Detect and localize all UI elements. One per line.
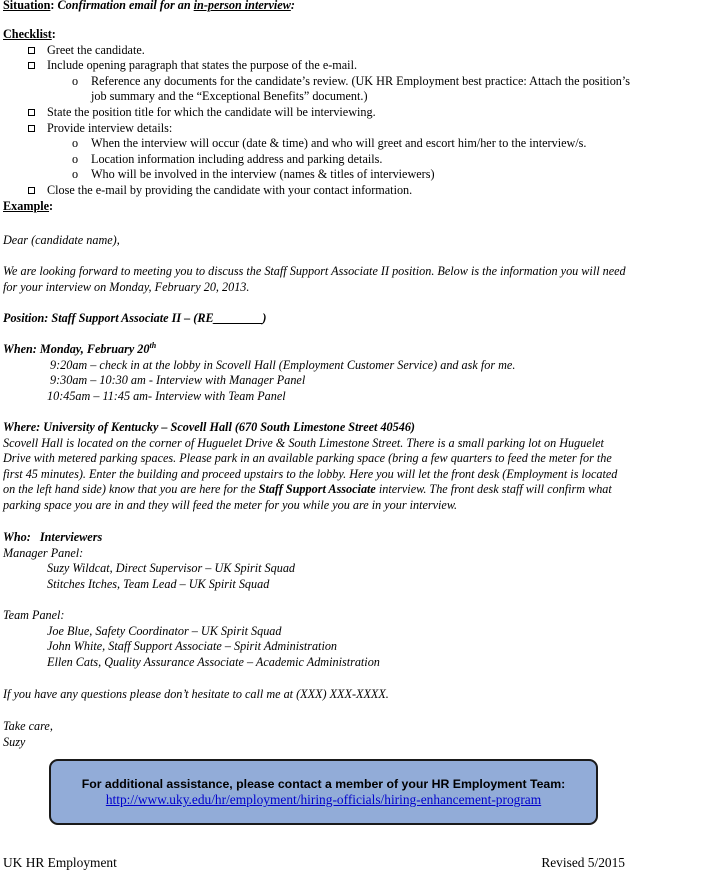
manager-panel-label: Manager Panel: [3,545,84,560]
interviewer: John White, Staff Support Associate – Spirit Administration [47,639,338,654]
checklist-item-text: Close the e-mail by providing the candidate with your contact information. [47,182,413,197]
checklist-section [3,27,705,214]
checklist-subitem [3,136,705,152]
checklist-item-text: Provide interview details: [47,120,173,135]
checklist-subitem-text: Who will be involved in the interview (names & titles of interviewers) [91,167,435,182]
intro-paragraph [3,264,707,295]
checkbox-icon [28,187,35,194]
where-line [3,482,707,498]
checklist-item [3,43,705,59]
checkbox-icon [28,47,35,54]
checklist-subitem-cont [3,89,705,105]
questions-line: If you have any questions please don’t hesitate to call me at (XXX) XXX-XXXX. [3,687,389,701]
where-line: Drive with metered parking spaces. Please park in an available parking space (bring a few quarters to feed the meter for the [3,451,612,466]
situation-text: Confirmation email for an [57,0,194,12]
checkbox-icon [28,125,35,132]
when-label [3,342,705,358]
intro-line: for your interview on Monday, February 20, 2013. [3,279,250,294]
checkbox-icon [28,109,35,116]
signature: Suzy [3,734,26,749]
checklist-item [3,58,705,74]
schedule-line: 9:20am – check in at the lobby in Scovell Hall (Employment Customer Service) and ask for me. [50,357,516,372]
closing: Take care, [3,719,53,733]
checklist-subitem [3,74,705,90]
checklist-item [3,105,705,121]
interviewer: Joe Blue, Safety Coordinator – UK Spirit Squad [47,623,282,638]
footer-right: Revised 5/2015 [541,855,625,870]
where-line: parking space you are in and they will feed the meter for you while you are in your interview. [3,497,458,512]
interviewer: Suzy Wildcat, Direct Supervisor – UK Spirit Squad [47,561,296,576]
checklist-subitem [3,167,705,183]
checklist-item [3,183,705,199]
where-line-part: on the left hand side) know that you are here for the [3,482,259,497]
position-blank: ________ [213,311,263,325]
situation-text-underlined: in-person interview [193,0,291,12]
intro-line: We are looking forward to meeting you to discuss the Staff Support Associate II position. Below is the information you will need [3,264,626,278]
checklist-title: Checklist [3,27,52,41]
when-section [3,342,705,404]
checkbox-icon [28,62,35,69]
example-label: Example [3,198,50,213]
signoff [3,719,53,750]
checklist-subitem-text: job summary and the “Exceptional Benefits” document.) [91,89,368,104]
when-label-text: When: Monday, February 20 [3,342,150,356]
where-section [3,420,707,514]
where-line-bold: Staff Support Associate [258,482,376,497]
checklist-subitem-text: Location information including address and parking details. [91,151,383,166]
position-close: ) [262,311,267,325]
situation-line [3,0,295,14]
page-footer [3,855,625,871]
contact-box-title: For additional assistance, please contact a member of your HR Employment Team: [81,777,566,791]
checklist-item-text: Greet the candidate. [47,42,145,57]
contact-box [49,759,598,825]
checklist-item-text: Include opening paragraph that states the purpose of the e-mail. [47,58,357,73]
interviewer: Stitches Itches, Team Lead – UK Spirit Squad [47,576,270,591]
who-section [3,530,705,670]
checklist-item-text: State the position title for which the candidate will be interviewing. [47,104,376,119]
example-colon: : [49,198,54,213]
position-line [3,311,266,327]
interviewer: Ellen Cats, Quality Assurance Associate – Academic Administration [47,654,380,669]
position-text: Position: Staff Support Associate II – (RE [3,311,214,325]
where-label: Where: University of Kentucky – Scovell Hall (670 South Limestone Street 40546) [3,420,415,434]
situation-label: Situation [3,0,51,12]
situation-text-end: : [290,0,295,12]
checklist-subitem [3,152,705,168]
situation-sep: : [50,0,58,12]
when-label-sup: th [149,340,157,350]
team-panel-label: Team Panel: [3,607,65,622]
circle-bullet-icon: o [72,73,79,88]
who-label: Who: Interviewers [3,530,103,544]
where-line: first 45 minutes). Enter the building and proceed upstairs to the lobby. Here you will let the front desk (Employment is located [3,466,618,481]
where-line-part: interview. The front desk staff will confirm what [375,482,612,497]
where-line: Scovell Hall is located on the corner of Huguelet Drive & South Limestone Street. There is a small parking lot on Huguelet [3,435,604,450]
hiring-enhancement-link[interactable]: http://www.uky.edu/hr/employment/hiring-officials/hiring-enhancement-program [105,792,542,807]
circle-bullet-icon: o [72,167,79,182]
checklist-subitem-text: When the interview will occur (date & time) and who will greet and escort him/her to the interview/s. [91,136,587,151]
schedule-line: 9:30am – 10:30 am - Interview with Manager Panel [50,373,306,388]
circle-bullet-icon: o [72,151,79,166]
checklist-item [3,121,705,137]
greeting: Dear (candidate name), [3,233,120,247]
schedule-line: 10:45am – 11:45 am- Interview with Team Panel [47,388,286,403]
checklist-subitem-text: Reference any documents for the candidate’s review. (UK HR Employment best practice: Attach the position’s [91,73,631,88]
footer-left: UK HR Employment [3,855,117,870]
circle-bullet-icon: o [72,136,79,151]
checklist-colon: : [51,27,56,41]
